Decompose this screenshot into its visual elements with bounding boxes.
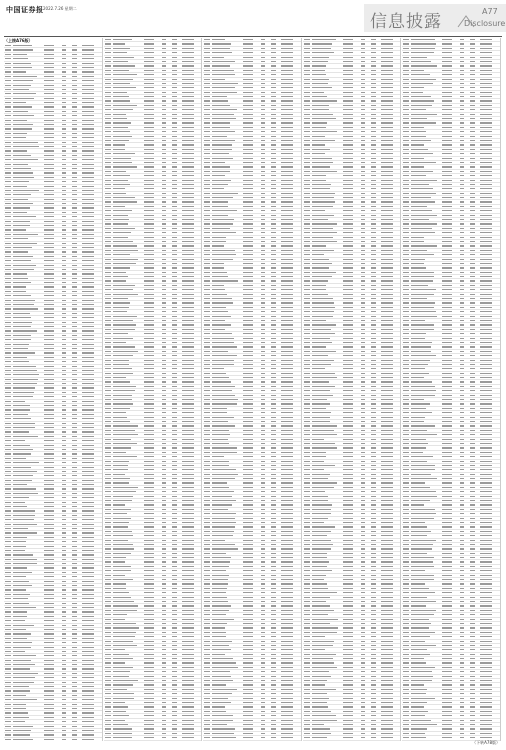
table-column <box>104 38 203 741</box>
section-title-en: Disclosure <box>464 19 506 28</box>
page-number: A77 <box>482 7 498 16</box>
table-column <box>203 38 302 741</box>
header-rule <box>4 36 502 37</box>
disclosure-table-area <box>4 38 502 741</box>
issue-date: 2022.7.26 星期二 <box>43 6 77 11</box>
table-column <box>4 38 103 741</box>
table-row <box>104 741 202 742</box>
section-title: 信息披露 <box>370 12 442 32</box>
newspaper-logo: 中国证券报 <box>6 5 44 14</box>
table-column <box>303 38 402 741</box>
masthead <box>0 0 506 36</box>
table-row <box>303 741 401 742</box>
table-column <box>402 38 501 741</box>
table-row <box>203 741 301 742</box>
continued-note: （下转A78版） <box>472 740 500 745</box>
section-banner <box>364 4 506 32</box>
table-row <box>4 738 102 741</box>
table-heading: （上接A76版） <box>4 38 33 43</box>
